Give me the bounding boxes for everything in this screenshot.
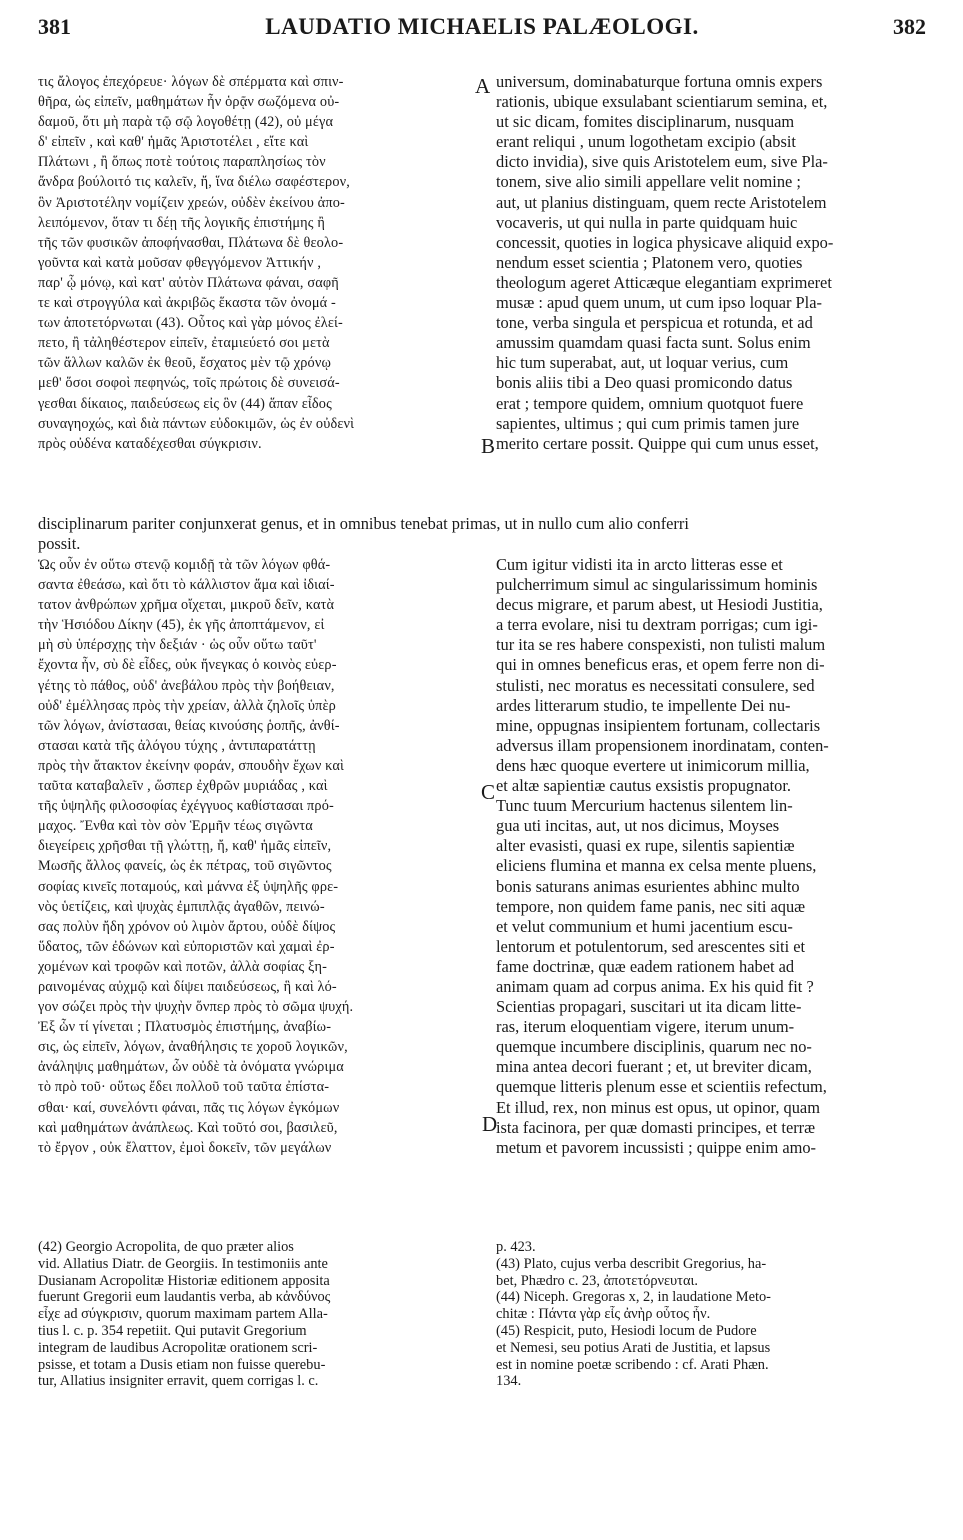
text-line: ista facinora, per quæ domasti principes, et terræ [496, 1117, 816, 1137]
text-line: τὸ ἔργον , οὐκ ἔλαττον, ἐμοὶ δοκεῖν, τῶν μεγάλων [38, 1139, 332, 1156]
text-line: rationis, ubique exsulabant scientiarum semina, et, [496, 92, 828, 112]
text-line: στασαι κατὰ τῆς ἀλόγου τύχης , ἀντιπαρατάττῃ [38, 737, 316, 754]
text-line: λειπόμενον, ὅταν τι δέῃ τῆς λογικῆς ἐπιστήμης ἢ [38, 214, 325, 231]
text-line: bonis aliis tibi a Deo quasi promicondo datus [496, 373, 793, 393]
text-line: γοῦντα καὶ κατὰ μοῦσαν φθεγγόμενον Ἀττικήν , [38, 254, 322, 271]
text-line: σας πολὺν ἤδη χρόνον οὐ λιμὸν ἄρτου, οὐδὲ δίψος [38, 918, 336, 935]
text-line: metum et pavorem incussisti ; quippe enim amo- [496, 1137, 817, 1157]
text-line: pulcherrimum simul ac singularissimum hominis [496, 575, 818, 595]
text-line: qui in omnes beneficus eras, et opem ferre non di- [496, 655, 825, 675]
text-line: σαντα ἐθεάσω, καὶ ὅτι τὸ κάλλιστον ἅμα καὶ ἰδιαί- [38, 577, 335, 594]
text-line: ραινομένας αὐχμῷ καὶ δίψει παιδεύσεως, ἣ καὶ λό- [38, 978, 337, 995]
text-line: vocaveris, ut qui nulla in parte quidquam huic [496, 212, 798, 232]
section-marker-a: A [475, 74, 491, 98]
text-line: τῆς τῶν φυσικῶν ἀποφήνασθαι, Πλάτωνα δὲ θεολο- [38, 234, 344, 251]
text-line: p. 423. [496, 1239, 536, 1255]
text-line: 134. [496, 1373, 522, 1390]
text-line: integram de laudibus Acropolitæ orationem scri- [38, 1339, 318, 1356]
text-line: alter evasisti, quasi ex rupe, silentis sapientiæ [496, 836, 795, 856]
text-line: Πλάτωνι , ἢ ὅπως ποτὲ τούτοις παραπλησίως τὸν [38, 154, 326, 171]
text-line: et altæ sapientiæ cautus exsistis propugnator. [496, 776, 791, 796]
text-line: Dusianam Acropolitæ Historiæ editionem apposita [38, 1272, 330, 1289]
text-line: (44) Niceph. Gregoras x, 2, in laudatione Meto- [496, 1289, 771, 1306]
text-line: nendum esset scientia ; Platonem vero, quoties [496, 252, 803, 272]
text-line: Et illud, rex, non minus est opus, ut opinor, quam [496, 1097, 820, 1117]
text-line: gua uti incitas, aut, ut nos dicimus, Moyses [496, 816, 780, 836]
running-header [38, 14, 926, 54]
text-line: τε καὶ στρογγύλα καὶ ἀκριβῶς ἕκαστα τῶν ὀνομά - [38, 295, 336, 312]
text-line: ταῦτα καταβαλεῖν , ὥσπερ ἐχθρῶν μυριάδας , καὶ [38, 778, 328, 795]
text-line: Μωσῆς ἄλλος φανείς, ὡς ἐκ πέτρας, τοῦ σιγῶντος [38, 858, 332, 875]
text-line: των ἀποτετόρνωται (43). Οὗτος καὶ γὰρ μόνος ἐλεί- [38, 315, 343, 332]
text-line: tur, Allatius insigniter erravit, quem corrigas l. c. [38, 1373, 319, 1390]
text-line: δ' εἰπεῖν , καὶ καθ' ἡμᾶς Ἀριστοτέλει , εἴτε καὶ [38, 134, 309, 151]
text-line: bonis saturans animas esurientes abhinc multo [496, 876, 800, 896]
text-line: eliciens flumina et manna ex celsa mente pluens, [496, 856, 817, 876]
text-line: εἶχε ad σύγκρισιν, quorum maximam partem Alla- [38, 1306, 328, 1323]
latin-column-top [496, 72, 928, 454]
text-line: tonem, sive alio simili appellare velit nomine ; [496, 172, 801, 192]
text-line: dens hæc quoque evertere ut inimicorum millia, [496, 755, 810, 775]
latin-column-bottom [496, 555, 928, 1158]
text-line: dicto invidia), sive quis Aristotelem eum, sive Pla- [496, 152, 828, 172]
text-line: lentorum et potulentorum, sed arescentes siti et [496, 936, 806, 956]
greek-column-top [38, 72, 490, 454]
text-line: a terra evolare, nisi tu dextram porrigas; cum igi- [496, 615, 818, 635]
section-marker-d: D [482, 1112, 498, 1136]
text-line: τὸ πρὸ τοῦ· οὕτως ἔδει πολλοῦ τοῦ ταῦτα ἐπίστα- [38, 1079, 330, 1096]
text-line: ardes litterarum studio, te impellente Dei nu- [496, 695, 791, 715]
text-line: quemque incumbere disciplinis, quarum nec no- [496, 1037, 812, 1057]
text-line: erat ; tempore quidem, omnium quotquot fuere [496, 393, 804, 413]
text-line: merito certare possit. Quippe qui cum unus esset, [496, 433, 819, 453]
text-line: ὃν Ἀριστοτέλην νομίζειν χρεών, οὐδὲν ἐκείνου ἀπο- [38, 194, 345, 211]
text-line: adversus illam propensionem inordinatam, conten- [496, 735, 829, 755]
footnotes-left [38, 1239, 484, 1390]
text-line: μὴ σὺ ὑπέρσχῃς τὴν δεξιάν · ὡς οὖν οὕτω ταῦτ' [38, 637, 317, 654]
text-line: et velut communium et humi jacentium escu- [496, 916, 793, 936]
text-line: mine, oppugnas insipientem fortunam, collectaris [496, 715, 821, 735]
text-line: τὴν Ἡσιόδου Δίκην (45), ἐκ γῆς ἀποπτάμενον, εἰ [38, 617, 325, 634]
text-line: tone, verba singula et perspicua et rotunda, et ad [496, 313, 813, 333]
text-line: ἀνάληψις μαθημάτων, ὧν οὐδὲ τὰ ὀνόματα γνώριμα [38, 1059, 344, 1076]
text-line: Ὡς οὖν ἐν οὕτω στενῷ κομιδῇ τὰ τῶν λόγων φθά- [38, 557, 331, 573]
text-line: vid. Allatius Diatr. de Georgiis. In testimoniis ante [38, 1255, 328, 1272]
text-line: (42) Georgio Acropolita, de quo præter alios [38, 1239, 294, 1255]
text-line: sapientes, ultimus ; qui cum primis tamen jure [496, 413, 800, 433]
text-line: Cum igitur vidisti ita in arcto litteras esse et [496, 555, 783, 574]
page-number-left: 381 [38, 14, 71, 39]
text-line: σις, ὡς εἰπεῖν, λόγων, ἀναθήλησις τε χοροῦ λογικῶν, [38, 1039, 348, 1056]
section-marker-b: B [481, 434, 496, 458]
text-line: σοφίας κινεῖς ποταμούς, καὶ μάννα ἐξ ὑψηλῆς φρε- [38, 878, 339, 895]
text-line: τῆς ὑψηλῆς φιλοσοφίας ἐχέγγυος καθίστασαι πρό- [38, 798, 334, 815]
text-line: ut sic dicam, fomites disciplinarum, nusquam [496, 112, 795, 132]
text-line: theologum ageret Atticæque elegantiam exprimeret [496, 272, 832, 292]
running-title: LAUDATIO MICHAELIS PALÆOLOGI. [265, 14, 699, 39]
text-line: ὕδατος, τῶν ἐδώνων καὶ εὐποριστῶν καὶ χαμαὶ ἐρ- [38, 938, 335, 955]
text-line: νὸς ὑετίζεις, καὶ ψυχὰς ἐμπιπλᾷς ἀγαθῶν, πεινώ- [38, 898, 325, 915]
text-line: fuerunt Gregorii eum laudantis verba, ab κἀνδύνος [38, 1289, 331, 1306]
footnotes-right [496, 1239, 928, 1390]
text-line: tius l. c. p. 354 repetiit. Qui putavit Gregorium [38, 1322, 307, 1339]
text-line: γέτης τὸ πάθος, οὐδ' ἀνεβάλου πρὸς τὴν βοήθειαν, [38, 677, 335, 694]
text-line: δαμοῦ, ὅτι μὴ παρὰ τῷ σῷ λογοθέτῃ (42), οὐ μέγα [38, 114, 334, 131]
text-line: (45) Respicit, puto, Hesiodi locum de Pudore [496, 1322, 757, 1339]
text-line: τῶν ἄλλων καλῶν ἐκ θεοῦ, ἔσχατος μὲν τῷ χρόνῳ [38, 355, 332, 372]
text-line: καὶ μαθημάτων ἀνάπλεως. Καὶ τοῦτό σοι, βασιλεῦ, [38, 1119, 338, 1136]
text-line: psisse, et totam a Dusis etiam non fuisse querebu- [38, 1356, 326, 1373]
text-line: et Nemesi, seu potius Arati de Justitia, et lapsus [496, 1339, 771, 1356]
full-width-latin-line [38, 514, 930, 554]
text-line: Tunc tuum Mercurium hactenus silentem lin- [496, 796, 793, 816]
text-line: amussim quamdam quasi facta sunt. Solus enim [496, 333, 811, 353]
page-number-right: 382 [893, 14, 926, 39]
text-line: universum, dominabaturque fortuna omnis expers [496, 72, 823, 91]
text-line: quemque litteris plenum esse et scientiis refectum, [496, 1077, 827, 1097]
text-line: (43) Plato, cujus verba describit Gregorius, ha- [496, 1255, 767, 1272]
text-line: θῆρα, ὡς εἰπεῖν, μαθημάτων ἦν ὁρᾷν σωζόμενα οὐ- [38, 94, 340, 111]
text-line: Ἐξ ὧν τί γίνεται ; Πλατυσμὸς ἐπιστήμης, ἀναβίω- [38, 1019, 332, 1036]
text-line: τις ἄλογος ἐπεχόρευε· λόγων δὲ σπέρματα καὶ σπιν- [38, 74, 344, 90]
text-line: fame doctrinæ, quæ eadem rationem habet ad [496, 956, 795, 976]
text-line: χομένων καὶ τροφῶν καὶ ποτῶν, ἀλλὰ σοφίας ξη- [38, 958, 328, 975]
text-line: stulisti, nec moratus es necessitati consulere, sed [496, 675, 815, 695]
text-line: decus migrare, et parum abest, ut Hesiodi Justitia, [496, 595, 823, 615]
greek-column-bottom [38, 555, 490, 1158]
section-marker-c: C [481, 780, 496, 804]
text-line: ras, iterum eloquentiam vigere, iterum unum- [496, 1017, 795, 1037]
text-line: Scientias propagari, suscitari ut ita dicam litte- [496, 997, 802, 1017]
text-line: διεγείρεις χρῆσθαι τῇ γλώττῃ, ἤ, καθ' ἡμᾶς εἰπεῖν, [38, 838, 332, 855]
text-line: μεθ' ὅσοι σοφοὶ πεφηνώς, τοῖς πρώτοις δὲ συνεισά- [38, 375, 340, 392]
text-line: aut, ut planius distinguam, quem recte Aristotelem [496, 192, 827, 212]
text-line: bet, Phædro c. 23, ἀποτετόρνευται. [496, 1272, 698, 1289]
text-line: μαχος. Ἔνθα καὶ τὸν σὸν Ἑρμῆν τέως σιγῶντα [38, 818, 313, 835]
text-line: ἔχοντα ἦν, σὺ δὲ εἶδες, οὐκ ἤνεγκας ὁ κοινὸς εὐερ- [38, 657, 337, 674]
text-line: concessit, quoties in logica physicave aliquid expo- [496, 232, 834, 252]
text-line: hic tum superabat, aut, ut loquar verius, cum [496, 353, 789, 373]
text-line: disciplinarum pariter conjunxerat genus, et in omnibus tenebat primas, ut in nullo cum alio conferri [38, 514, 689, 533]
text-line: tur ita se res habere conspexisti, non tulisti malum [496, 635, 826, 655]
text-line: tempore, non quidem fame panis, nec siti aquæ [496, 896, 806, 916]
text-line: γον σώζει πρὸς τὴν ψυχὴν ὅνπερ πρὸς τὸ σῶμα ψυχή. [38, 999, 354, 1016]
text-line: τατον ἀνθρώπων χρῆμα οἴχεται, μικροῦ δεῖν, κατὰ [38, 597, 335, 614]
text-line: mina antea decori fuerant ; et, ut breviter dicam, [496, 1057, 812, 1077]
text-line: animam quam ad corpus anima. Ex his quid fit ? [496, 976, 814, 996]
text-line: σθαι· καί, συνελόντι φάναι, πᾶς τις λόγων ἐγκόμων [38, 1099, 340, 1116]
text-line: γεσθαι δίκαιος, παιδεύσεως εἰς ὃν (44) ἅπαν εἶδος [38, 395, 332, 412]
text-line: πρὸς τὴν ἄτακτον ἐκείνην φοράν, σπουδὴν ἔχων καὶ [38, 757, 345, 774]
text-line: chitæ : Πάντα γὰρ εἷς ἀνὴρ οὗτος ἦν. [496, 1306, 711, 1323]
text-line: musæ : apud quem unum, ut cum ipso loquar Pla- [496, 293, 822, 313]
text-line: οὐδ' ἐμέλλησας πρὸς τὴν χρείαν, ἀλλὰ ζηλοῖς ὑπὲρ [38, 697, 336, 714]
text-line: τῶν λόγων, ἀνίστασαι, θείας κινούσης ῥοπῆς, ἀνθί- [38, 717, 340, 734]
text-line: πετο, ἢ τἀληθέστερον εἰπεῖν, ἐταμιεύετό σοι μετὰ [38, 335, 330, 352]
text-line: ἄνδρα βούλοιτό τις καλεῖν, ἤ, ἵνα διέλω σαφέστερον, [38, 174, 350, 191]
text-line: possit. [38, 534, 81, 554]
text-line: συναγηοχώς, καὶ διὰ πάντων εὐδοκιμῶν, ὡς ἐν οὐδενὶ [38, 415, 355, 432]
text-line: παρ' ᾧ μόνῳ, καὶ κατ' αὐτὸν Πλάτωνα φάναι, σαφῆ [38, 274, 339, 291]
text-line: erant reliqui , unum logothetam excipio (absit [496, 132, 796, 152]
text-line: est in nomine poetæ scribendo : cf. Arati Phæn. [496, 1356, 769, 1373]
text-line: πρὸς οὐδένα καταδέχεσθαι σύγκρισιν. [38, 435, 262, 452]
